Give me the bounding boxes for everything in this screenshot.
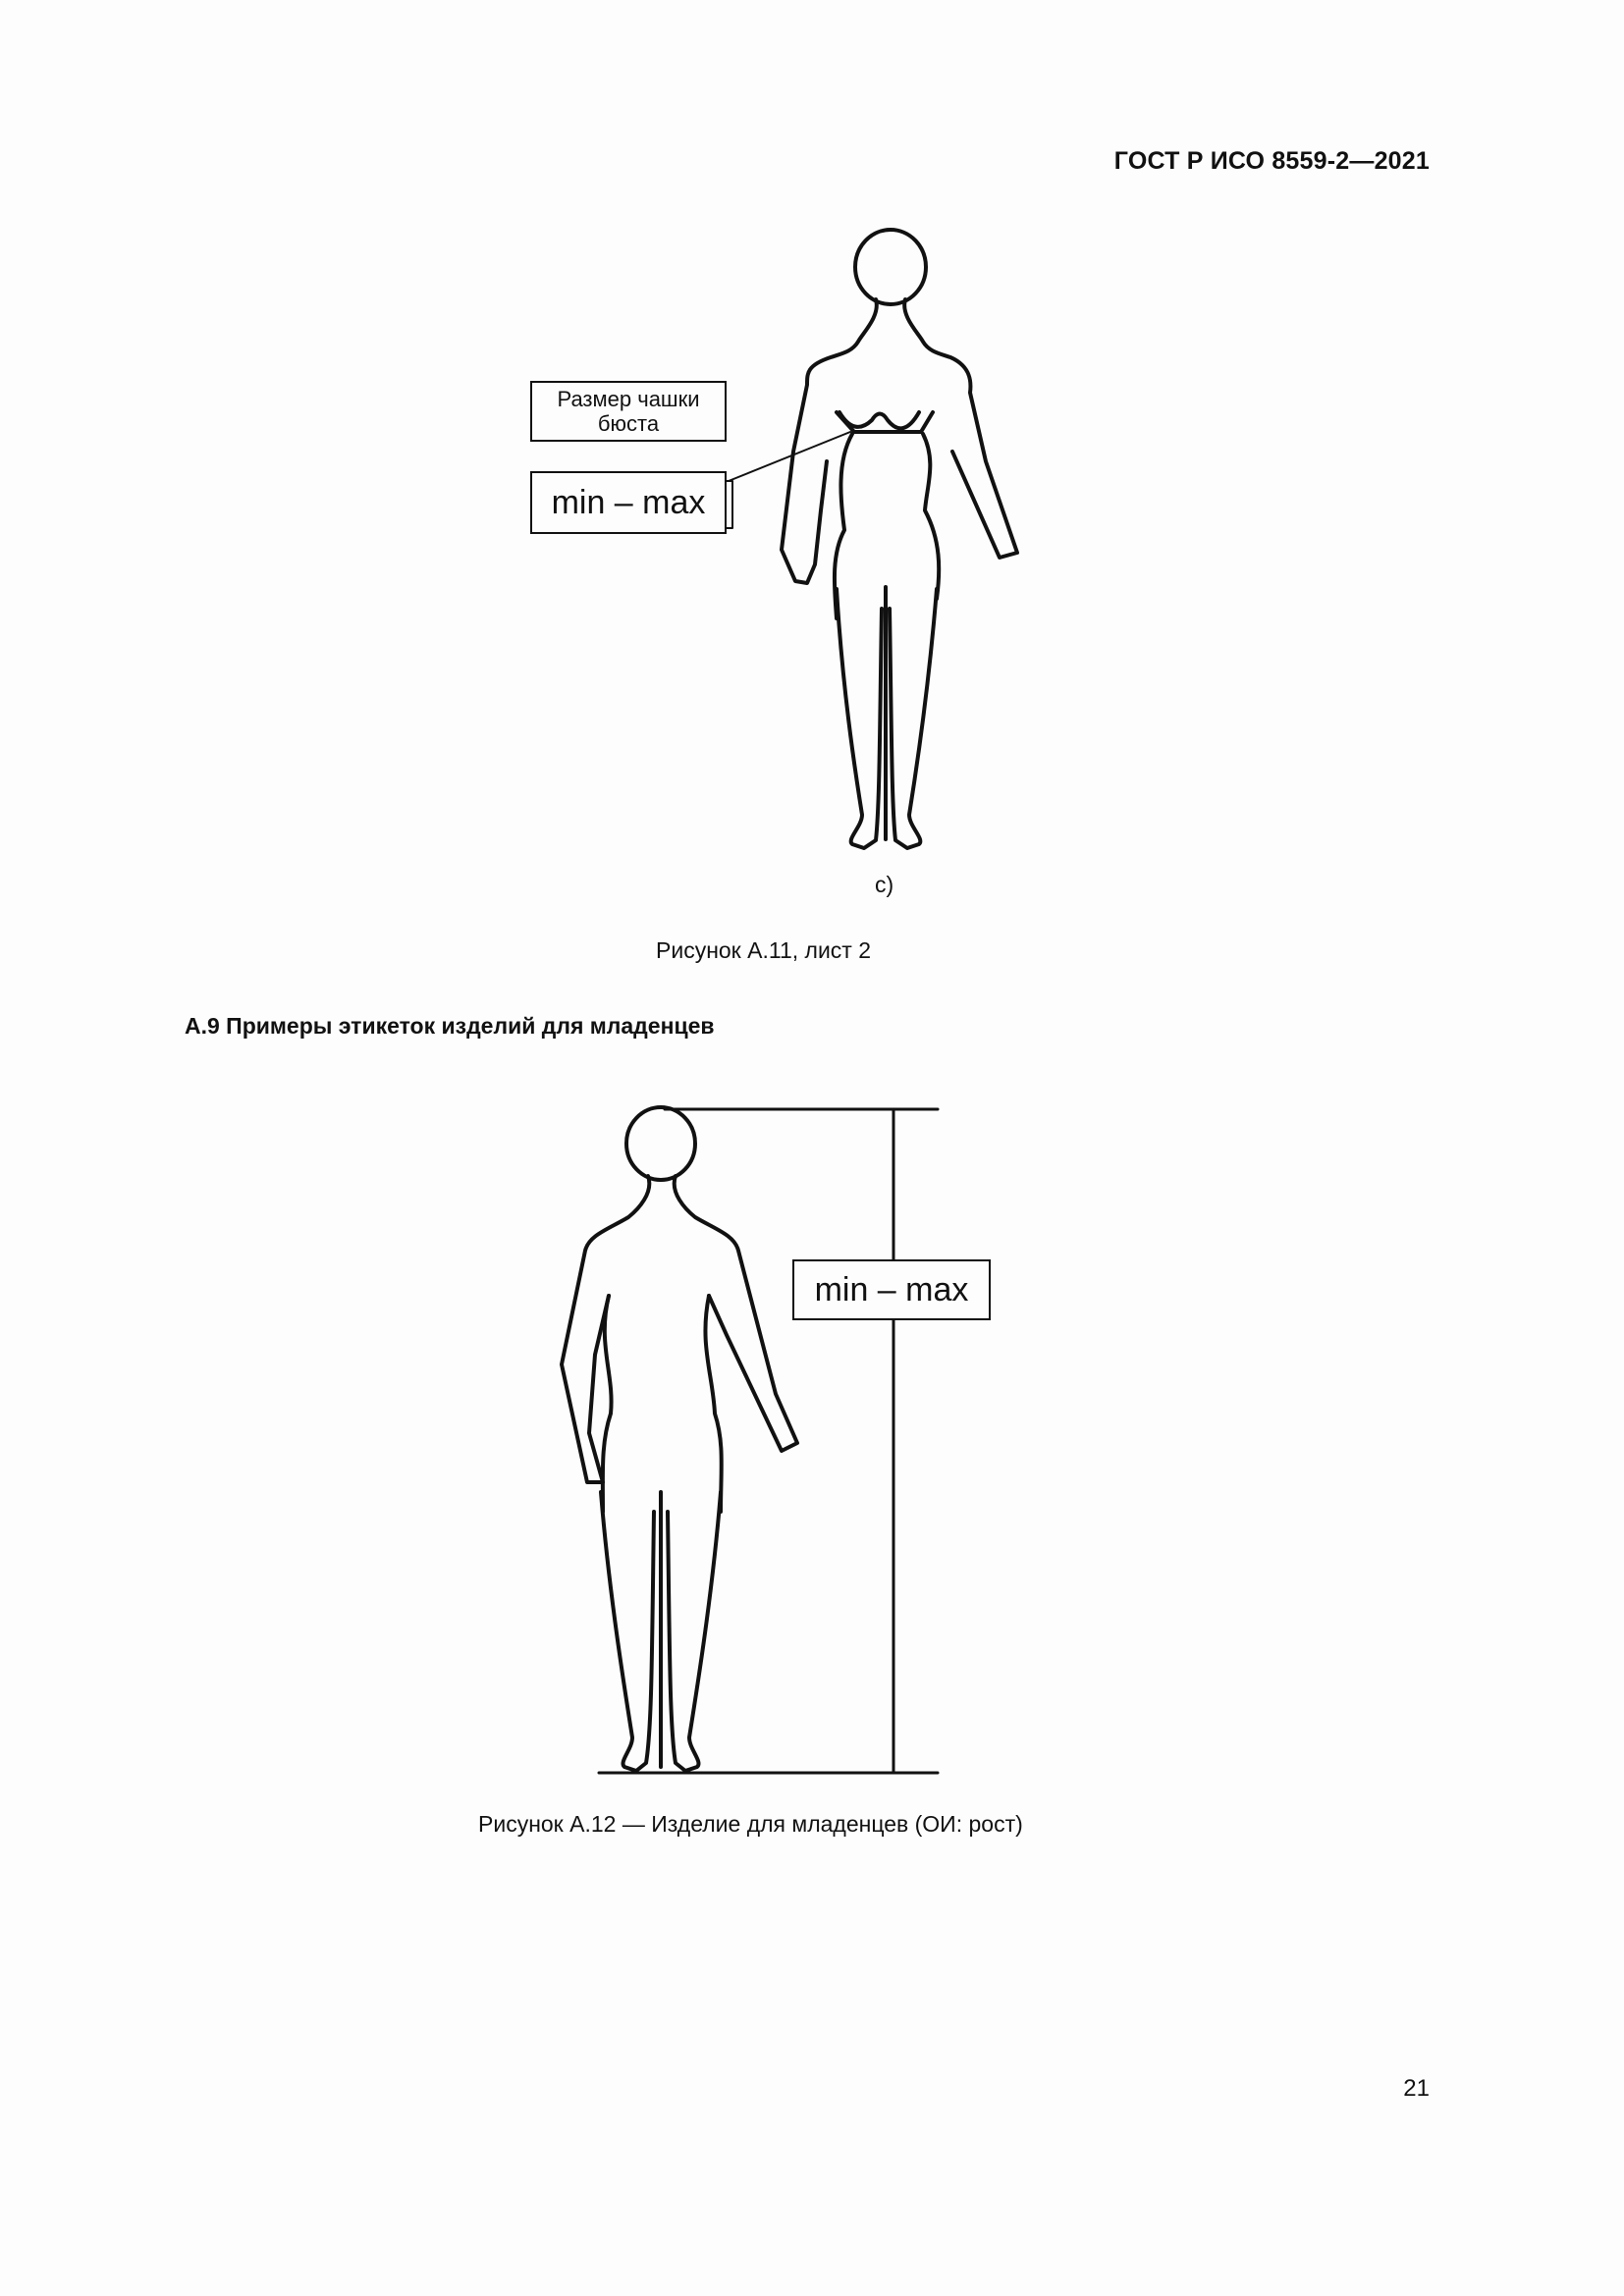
cup-size-label-line1: Размер чашки [557, 387, 700, 411]
range-label-box-a12 [792, 1259, 991, 1320]
range-label-a12: min – max [814, 1270, 969, 1308]
section-heading-a9: А.9 Примеры этикеток изделий для младенцев [185, 1013, 715, 1039]
cup-size-label-box [530, 381, 727, 442]
page-number: 21 [1403, 2075, 1430, 2102]
sub-figure-label: c) [875, 872, 894, 897]
cup-size-label-line2: бюста [597, 411, 660, 436]
infant-silhouette-a12 [562, 1107, 797, 1771]
document-standard-header: ГОСТ Р ИСО 8559-2—2021 [1113, 147, 1430, 175]
female-silhouette-a11 [782, 230, 1017, 848]
figure-a11-caption: Рисунок А.11, лист 2 [656, 937, 872, 963]
range-label-a11: min – max [551, 483, 706, 521]
range-label-box-a11 [530, 471, 727, 534]
figure-a12-caption: Рисунок А.12 — Изделие для младенцев (ОИ: рост) [478, 1811, 1023, 1837]
